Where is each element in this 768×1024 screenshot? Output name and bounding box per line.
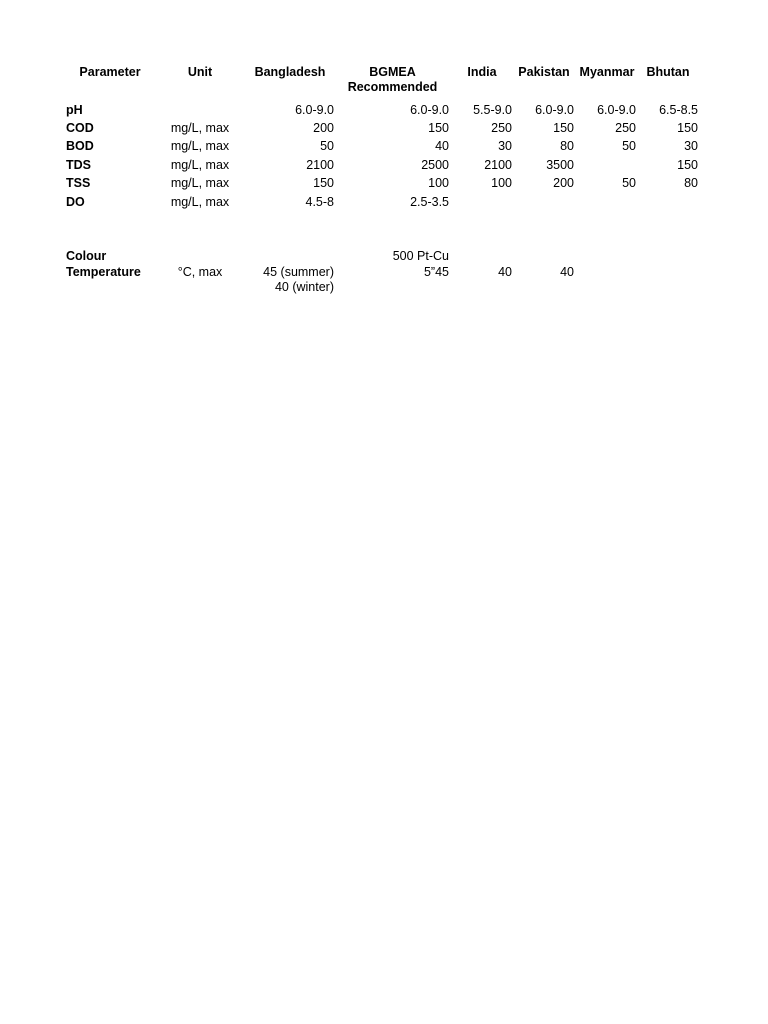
row-tds-pakistan: 3500	[546, 158, 574, 172]
row-do-parameter: DO	[66, 195, 85, 209]
row-cod-parameter: COD	[66, 121, 94, 135]
header-myanmar: Myanmar	[579, 65, 635, 79]
row-cod-pakistan: 150	[553, 121, 574, 135]
row-temperature-parameter: Temperature	[66, 265, 141, 279]
row-ph-myanmar: 6.0-9.0	[597, 103, 636, 117]
row-bod-unit: mg/L, max	[170, 139, 230, 153]
row-tss-myanmar: 50	[622, 176, 636, 190]
row-bod-bhutan: 30	[684, 139, 698, 153]
row-bod-myanmar: 50	[622, 139, 636, 153]
row-colour-parameter: Colour	[66, 249, 107, 263]
row-cod-india: 250	[491, 121, 512, 135]
row-cod-bhutan: 150	[677, 121, 698, 135]
row-tss-unit: mg/L, max	[170, 176, 230, 190]
row-ph-parameter: pH	[66, 103, 83, 117]
row-bod-bangladesh: 50	[320, 139, 334, 153]
row-tss-bangladesh: 150	[313, 176, 334, 190]
row-cod-unit: mg/L, max	[170, 121, 230, 135]
row-tss-bhutan: 80	[684, 176, 698, 190]
row-cod-myanmar: 250	[615, 121, 636, 135]
row-tds-bgmea: 2500	[421, 158, 449, 172]
row-ph-india: 5.5-9.0	[473, 103, 512, 117]
row-temperature-bangladesh-summer: 45 (summer)	[263, 265, 334, 279]
row-ph-bhutan: 6.5-8.5	[659, 103, 698, 117]
row-do-bgmea: 2.5-3.5	[410, 195, 449, 209]
row-cod-bangladesh: 200	[313, 121, 334, 135]
row-bod-bgmea: 40	[435, 139, 449, 153]
row-colour-bgmea: 500 Pt-Cu	[392, 249, 449, 263]
row-tss-parameter: TSS	[66, 176, 91, 190]
row-tss-india: 100	[491, 176, 512, 190]
row-temperature-bgmea: 5”45	[423, 265, 449, 279]
row-tds-bangladesh: 2100	[306, 158, 334, 172]
row-temperature-india: 40	[498, 265, 512, 279]
row-bod-pakistan: 80	[560, 139, 574, 153]
row-do-unit: mg/L, max	[170, 195, 230, 209]
row-temperature-bangladesh	[244, 265, 334, 295]
row-tds-india: 2100	[484, 158, 512, 172]
row-temperature-bangladesh-winter: 40 (winter)	[274, 280, 334, 294]
row-bod-india: 30	[498, 139, 512, 153]
header-pakistan: Pakistan	[518, 65, 570, 79]
header-india: India	[467, 65, 497, 79]
row-tss-pakistan: 200	[553, 176, 574, 190]
row-temperature-unit: °C, max	[177, 265, 223, 279]
row-tds-parameter: TDS	[66, 158, 91, 172]
header-parameter: Parameter	[79, 65, 141, 79]
row-ph-pakistan: 6.0-9.0	[535, 103, 574, 117]
row-do-bangladesh: 4.5-8	[305, 195, 334, 209]
row-cod-bgmea: 150	[428, 121, 449, 135]
header-unit: Unit	[187, 65, 213, 79]
row-tss-bgmea: 100	[428, 176, 449, 190]
row-ph-bgmea: 6.0-9.0	[410, 103, 449, 117]
header-bgmea-line1: BGMEA	[369, 65, 416, 79]
row-ph-bangladesh: 6.0-9.0	[295, 103, 334, 117]
header-bangladesh: Bangladesh	[254, 65, 326, 79]
row-bod-parameter: BOD	[66, 139, 94, 153]
header-bgmea	[340, 65, 445, 95]
header-bhutan: Bhutan	[646, 65, 690, 79]
header-bgmea-line2: Recommended	[347, 80, 438, 94]
row-temperature-pakistan: 40	[560, 265, 574, 279]
row-tds-unit: mg/L, max	[170, 158, 230, 172]
row-tds-bhutan: 150	[677, 158, 698, 172]
